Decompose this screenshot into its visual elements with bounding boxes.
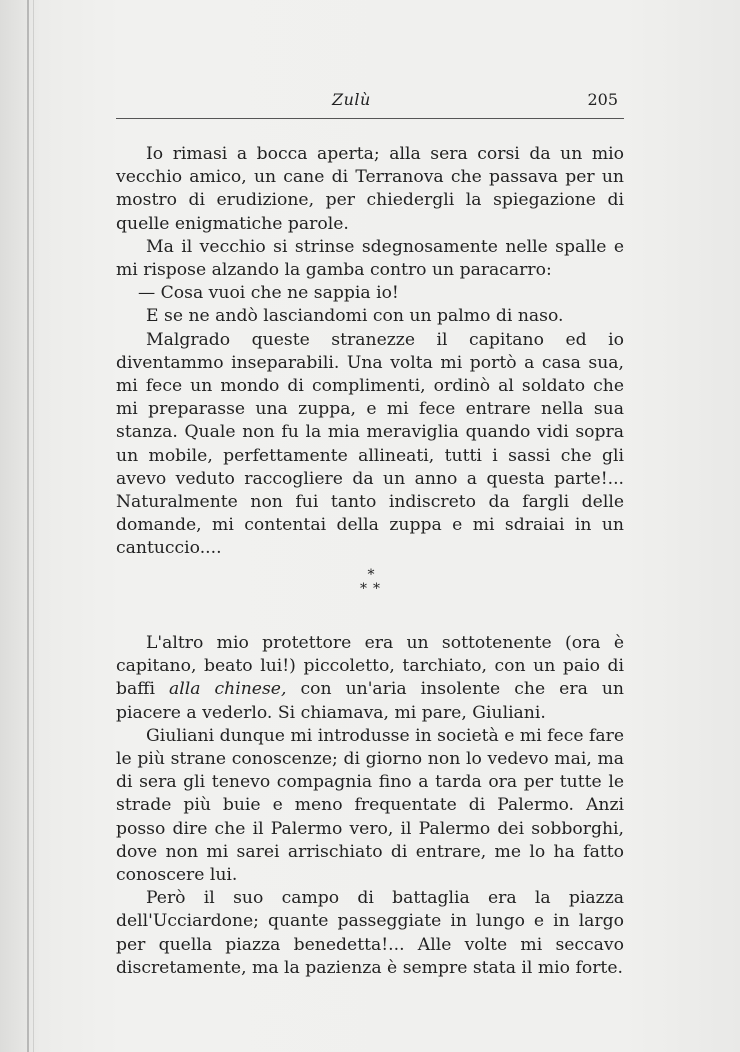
paragraph-text: con un'aria insolente che era un piacere a vederlo. Si chiamava, mi pare, Giuliani.	[116, 679, 625, 723]
paragraph: Giuliani dunque mi introdusse in società e mi fece fare le più strane conoscenze; di giorno non lo vedevo mai, ma di sera gli tenevo compagnia fino a tarda ora per tutte le strade più buie e meno frequentate di Palermo. Anzi posso dire che il Palermo vero, il Palermo dei sobborghi, dove non mi sarei arrischiato di entrare, me lo ha fatto conoscere lui.	[116, 725, 624, 886]
paragraph-text: L'altro mio protettore era un sottotenente (ora è capitano, beato lui!) piccoletto, tarchiato, con un paio di baffi	[116, 633, 624, 700]
text-section-1	[116, 143, 624, 561]
page-gutter-line-secondary	[33, 0, 34, 1052]
text-section-2	[116, 632, 624, 980]
paragraph: E se ne andò lasciandomi con un palmo di naso.	[146, 306, 564, 327]
asterism-top: *	[367, 567, 375, 583]
asterism-bottom: **	[360, 581, 386, 597]
paragraph	[116, 632, 624, 725]
running-title: Zulù	[332, 90, 371, 109]
italic-phrase: alla chinese,	[169, 679, 287, 700]
paragraph: Malgrado queste stranezze il capitano ed io diventammo inseparabili. Una volta mi portò a casa sua, mi fece un mondo di complimenti, ordinò al soldato che mi preparasse una zuppa, e mi fece entrare nella sua stanza. Quale non fu la mia meraviglia quando vidi sopra un mobile, perfettamente allineati, tutti i sassi che gli avevo veduto raccogliere da un anno a questa parte!... Naturalmente non fui tanto indiscreto da fargli delle domande, mi contentai della zuppa e mi sdraiai in un cantuccio....	[116, 329, 624, 559]
running-head	[116, 88, 624, 112]
header-rule	[116, 118, 624, 119]
paragraph: Ma il vecchio si strinse sdegnosamente nelle spalle e mi rispose alzando la gamba contro un paracarro:	[116, 236, 624, 281]
page-number: 205	[587, 90, 618, 109]
section-separator-asterism	[346, 568, 396, 598]
page-gutter-line	[27, 0, 29, 1052]
paragraph: Però il suo campo di battaglia era la piazza dell'Ucciardone; quante passeggiate in lungo e in largo per quella piazza benedetta!... Alle volte mi seccavo discretamente, ma la pazienza è sempre stata il mio forte.	[116, 888, 624, 978]
dialogue-line: — Cosa vuoi che ne sappia io!	[138, 283, 399, 304]
paragraph: Io rimasi a bocca aperta; alla sera corsi da un mio vecchio amico, un cane di Terranova che passava per un mostro di erudizione, per chiedergli la spiegazione di quelle enigmatiche parole.	[116, 144, 624, 234]
